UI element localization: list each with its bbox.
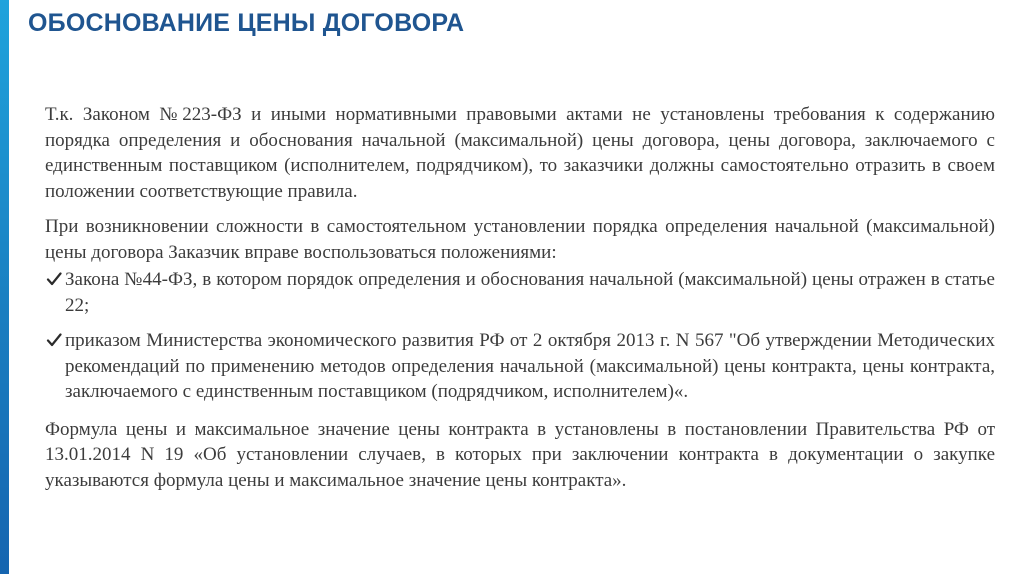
paragraph-difficulty: При возникновении сложности в самостоятельном установлении порядка определения начальной (максимальной) цены договора Заказчик вправе воспользоваться положениями: <box>45 216 995 263</box>
paragraph-intro: Т.к. Законом №223-ФЗ и иными нормативными правовыми актами не установлены требования к содержанию порядка определения и обоснования начальной (максимальной) цены договора, цены договора, заключаемого с единственным поставщиком (исполнителем, подрядчиком), то заказчики должны самостоятельно отразить в своем положении соответствующие правила. <box>45 104 995 202</box>
list-item-text: приказом Министерства экономического развития РФ от 2 октября 2013 г. N 567 "Об утверждении Методических рекомендаций по применению методов определения начальной (максимальной) цены контракта, цены контракта, заключаемого с единственным поставщиком (подрядчиком, исполнителем)«. <box>65 330 995 402</box>
checkmark-icon <box>46 271 62 287</box>
slide-content <box>45 102 995 493</box>
accent-bar <box>0 0 9 574</box>
list-item-text: Закона №44-ФЗ, в котором порядок определения и обоснования начальной (максимальной) цены отражен в статье 22; <box>65 269 995 316</box>
list-item <box>45 267 995 318</box>
list-item <box>45 328 995 405</box>
checkmark-icon <box>46 332 62 348</box>
check-list <box>45 267 995 405</box>
page-title: ОБОСНОВАНИЕ ЦЕНЫ ДОГОВОРА <box>28 9 465 37</box>
paragraph-formula: Формула цены и максимальное значение цены контракта в установлены в постановлении Правительства РФ от 13.01.2014 N 19 «Об установлении случаев, в которых при заключении контракта в документации о закупке указываются формула цены и максимальное значение цены контракта». <box>45 418 995 491</box>
